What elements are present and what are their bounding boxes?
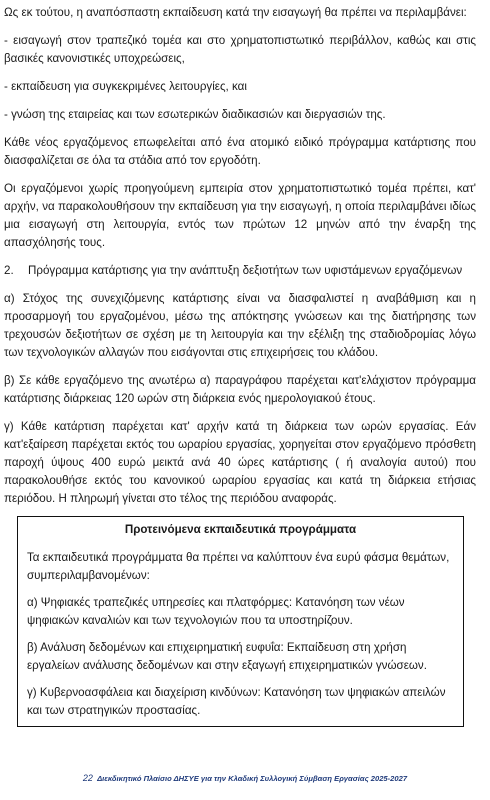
body-paragraph: β) Σε κάθε εργαζόμενο της ανωτέρω α) παραγράφου παρέχεται κατ'ελάχιστον πρόγραμμα κατάρτισης διάρκειας 120 ωρών στη διάρκεια ενός ημερολογιακού έτους. — [4, 374, 476, 405]
bullet-item: - γνώση της εταιρείας και των εσωτερικών διαδικασιών και διεργασιών της. — [4, 108, 386, 121]
intro-paragraph: Ως εκ τούτου, η αναπόσπαστη εκπαίδευση κατά την εισαγωγή θα πρέπει να περιλαμβάνει: — [4, 6, 467, 19]
section-number: 2. — [4, 264, 14, 277]
bullet-item: - εκπαίδευση για συγκεκριμένες λειτουργίες, και — [4, 80, 247, 93]
section-title: Πρόγραμμα κατάρτισης για την ανάπτυξη δεξιοτήτων των υφιστάμενων εργαζόμενων — [28, 264, 463, 277]
proposed-programs-box — [17, 516, 464, 727]
body-paragraph: γ) Κάθε κατάρτιση παρέχεται κατ' αρχήν κατά τη διάρκεια των ωρών εργασίας. Εάν κατ'εξαίρεση παρέχεται εκτός του ωραρίου εργασίας, χορηγείται στον εργαζόμενο πρόσθετη παροχή ύψους 400 ευρώ μεικτά ανά 40 ώρες κατάρτισης ( ή αναλογία αυτού) που παρακολουθήσε εκτός του κανονικού ωραρίου εργασίας και κατά τη διάρκεια ετήσιας περιόδου. Η πληρωμή γίνεται στο τέλος της περιόδου αναφοράς. — [4, 420, 476, 505]
box-title: Προτεινόμενα εκπαιδευτικά προγράμματα — [124, 523, 357, 536]
body-paragraph: Οι εργαζόμενοι χωρίς προηγούμενη εμπειρία στον χρηματοπιστωτικό τομέα πρέπει, κατ' αρχήν, να παρακολουθήσουν την εκπαίδευση για την εισαγωγή, η οποία περιλαμβάνει ιδίως μια εισαγωγή στη λειτουργία, εντός των πρώτων 12 μηνών από την έναρξη της απασχόλησής τους. — [4, 182, 476, 249]
box-paragraph: α) Ψηφιακές τραπεζικές υπηρεσίες και πλατφόρμες: Κατανόηση των νέων ψηφιακών καναλιών και των τεχνολογιών που τα υποστηρίζουν. — [27, 596, 405, 627]
box-paragraph: β) Ανάλυση δεδομένων και επιχειρηματική ευφυΐα: Εκπαίδευση στη χρήση εργαλείων ανάλυσης δεδομένων και στην εξαγωγή επιχειρηματικών γνώσεων. — [27, 641, 427, 672]
page-content — [4, 4, 476, 727]
section-heading — [4, 262, 476, 280]
page-footer — [0, 773, 490, 783]
body-paragraph: Κάθε νέος εργαζόμενος επωφελείται από ένα ατομικό ειδικό πρόγραμμα κατάρτισης που διασφαλίζεται σε όλα τα στάδια από τον εργοδότη. — [4, 136, 476, 167]
bullet-item: - εισαγωγή στον τραπεζικό τομέα και στο χρηματοπιστωτικό περιβάλλον, καθώς και στις βασικές κανονιστικές υποχρεώσεις, — [4, 34, 476, 65]
page-number: 22 — [82, 773, 93, 783]
box-paragraph: γ) Κυβερνοασφάλεια και διαχείριση κινδύνων: Κατανόηση των ψηφιακών απειλών και των στρατηγικών προστασίας. — [27, 686, 446, 717]
footer-title: Διεκδικητικό Πλαίσιο ΔΗΣΥΕ για την Κλαδική Συλλογική Σύμβαση Εργασίας 2025-2027 — [97, 774, 408, 783]
box-paragraph: Τα εκπαιδευτικά προγράμματα θα πρέπει να καλύπτουν ένα ευρύ φάσμα θεμάτων, συμπεριλαμβανομένων: — [27, 551, 450, 582]
body-paragraph: α) Στόχος της συνεχιζόμενης κατάρτισης είναι να διασφαλιστεί η αναβάθμιση και η προσαρμογή του εργαζομένου, μέσω της απόκτησης γνώσεων και της διατήρησης των τρεχουσών δεξιοτήτων σε σχέση με τη λειτουργία και την εξέλιξη της σταδιοδρομίας λόγω των τεχνολογικών αλλαγών που εισάγονται στις επιχειρήσεις του κλάδου. — [4, 292, 476, 359]
